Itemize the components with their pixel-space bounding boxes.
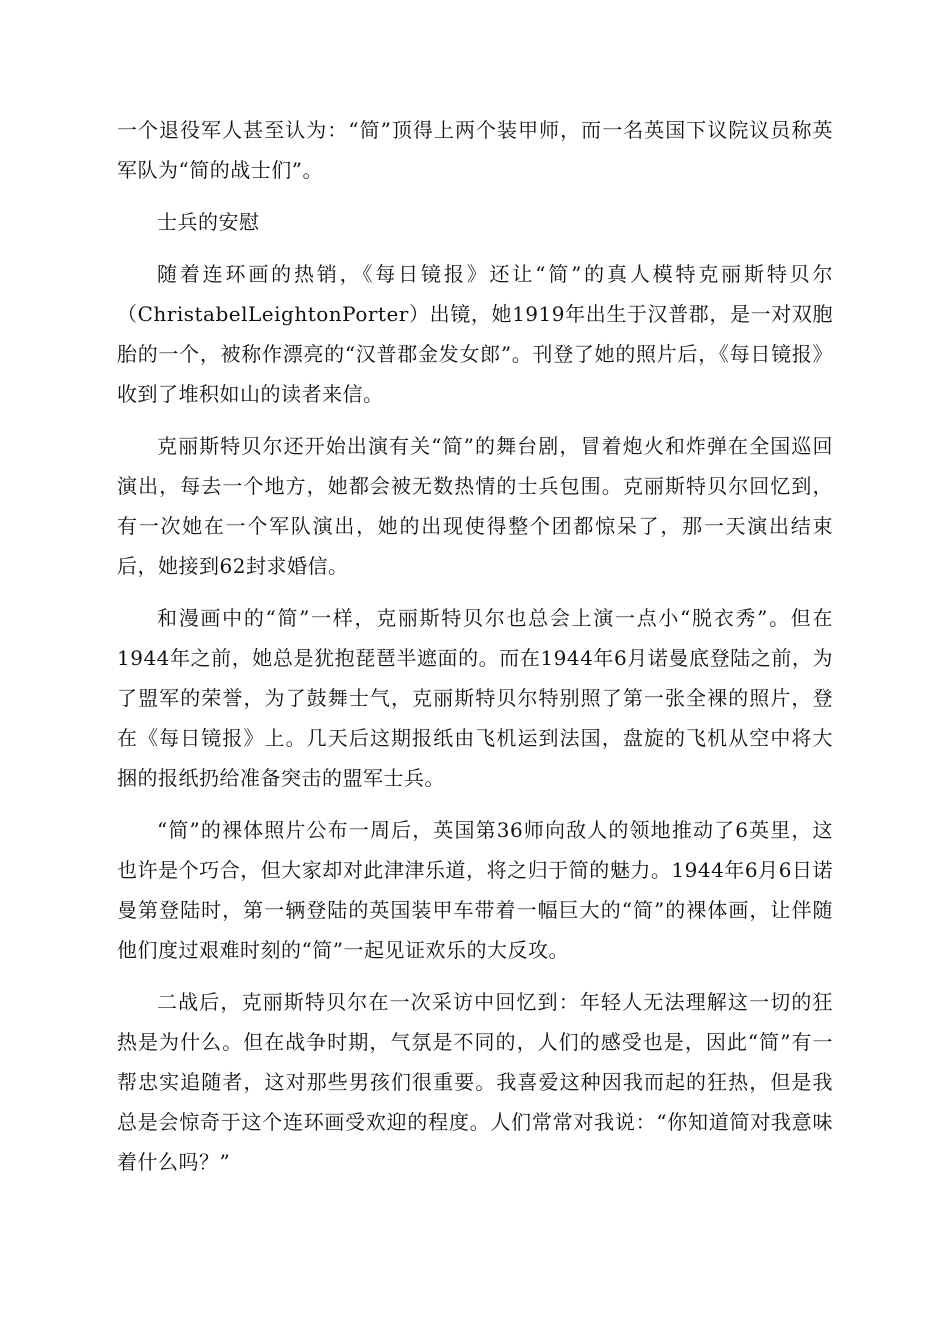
paragraph: 和漫画中的“简”一样，克丽斯特贝尔也总会上演一点小“脱衣秀”。但在1944年之前，她总是犹抱琵琶半遮面的。而在1944年6月诺曼底登陆之前，为了盟军的荣誉，为了鼓舞士气，克丽斯特贝尔特别照了第一张全裸的照片，登在《每日镜报》上。几天后这期报纸由飞机运到法国，盘旋的飞机从空中将大捆的报纸扔给准备突击的盟军士兵。 [117,606,833,790]
paragraph: “简”的裸体照片公布一周后，英国第36师向敌人的领地推动了6英里，这也许是个巧合，但大家却对此津津乐道，将之归于简的魅力。1944年6月6日诺曼第登陆时，第一辆登陆的英国装甲车带着一幅巨大的“简”的裸体画，让伴随他们度过艰难时刻的“简”一起见证欢乐的大反攻。 [117,818,833,962]
paragraph-continued: 一个退役军人甚至认为：“简”顶得上两个装甲师，而一名英国下议院议员称英军队为“简的战士们”。 [117,118,833,182]
document-body [117,110,833,1194]
paragraph: 克丽斯特贝尔还开始出演有关“简”的舞台剧，冒着炮火和炸弹在全国巡回演出，每去一个地方，她都会被无数热情的士兵包围。克丽斯特贝尔回忆到，有一次她在一个军队演出，她的出现使得整个团都惊呆了，那一天演出结束后，她接到62封求婚信。 [117,434,833,578]
paragraph: 随着连环画的热销，《每日镜报》还让“简”的真人模特克丽斯特贝尔（ChristabelLeightonPorter）出镜，她1919年出生于汉普郡，是一对双胞胎的一个，被称作漂亮的“汉普郡金发女郎”。刊登了她的照片后，《每日镜报》收到了堆积如山的读者来信。 [117,262,833,406]
section-heading: 士兵的安慰 [157,210,260,234]
paragraph: 二战后，克丽斯特贝尔在一次采访中回忆到：年轻人无法理解这一切的狂热是为什么。但在战争时期，气氛是不同的，人们的感受也是，因此“简”有一帮忠实追随者，这对那些男孩们很重要。我喜爱这种因我而起的狂热，但是我总是会惊奇于这个连环画受欢迎的程度。人们常常对我说：“你知道简对我意味着什么吗？” [117,990,833,1174]
